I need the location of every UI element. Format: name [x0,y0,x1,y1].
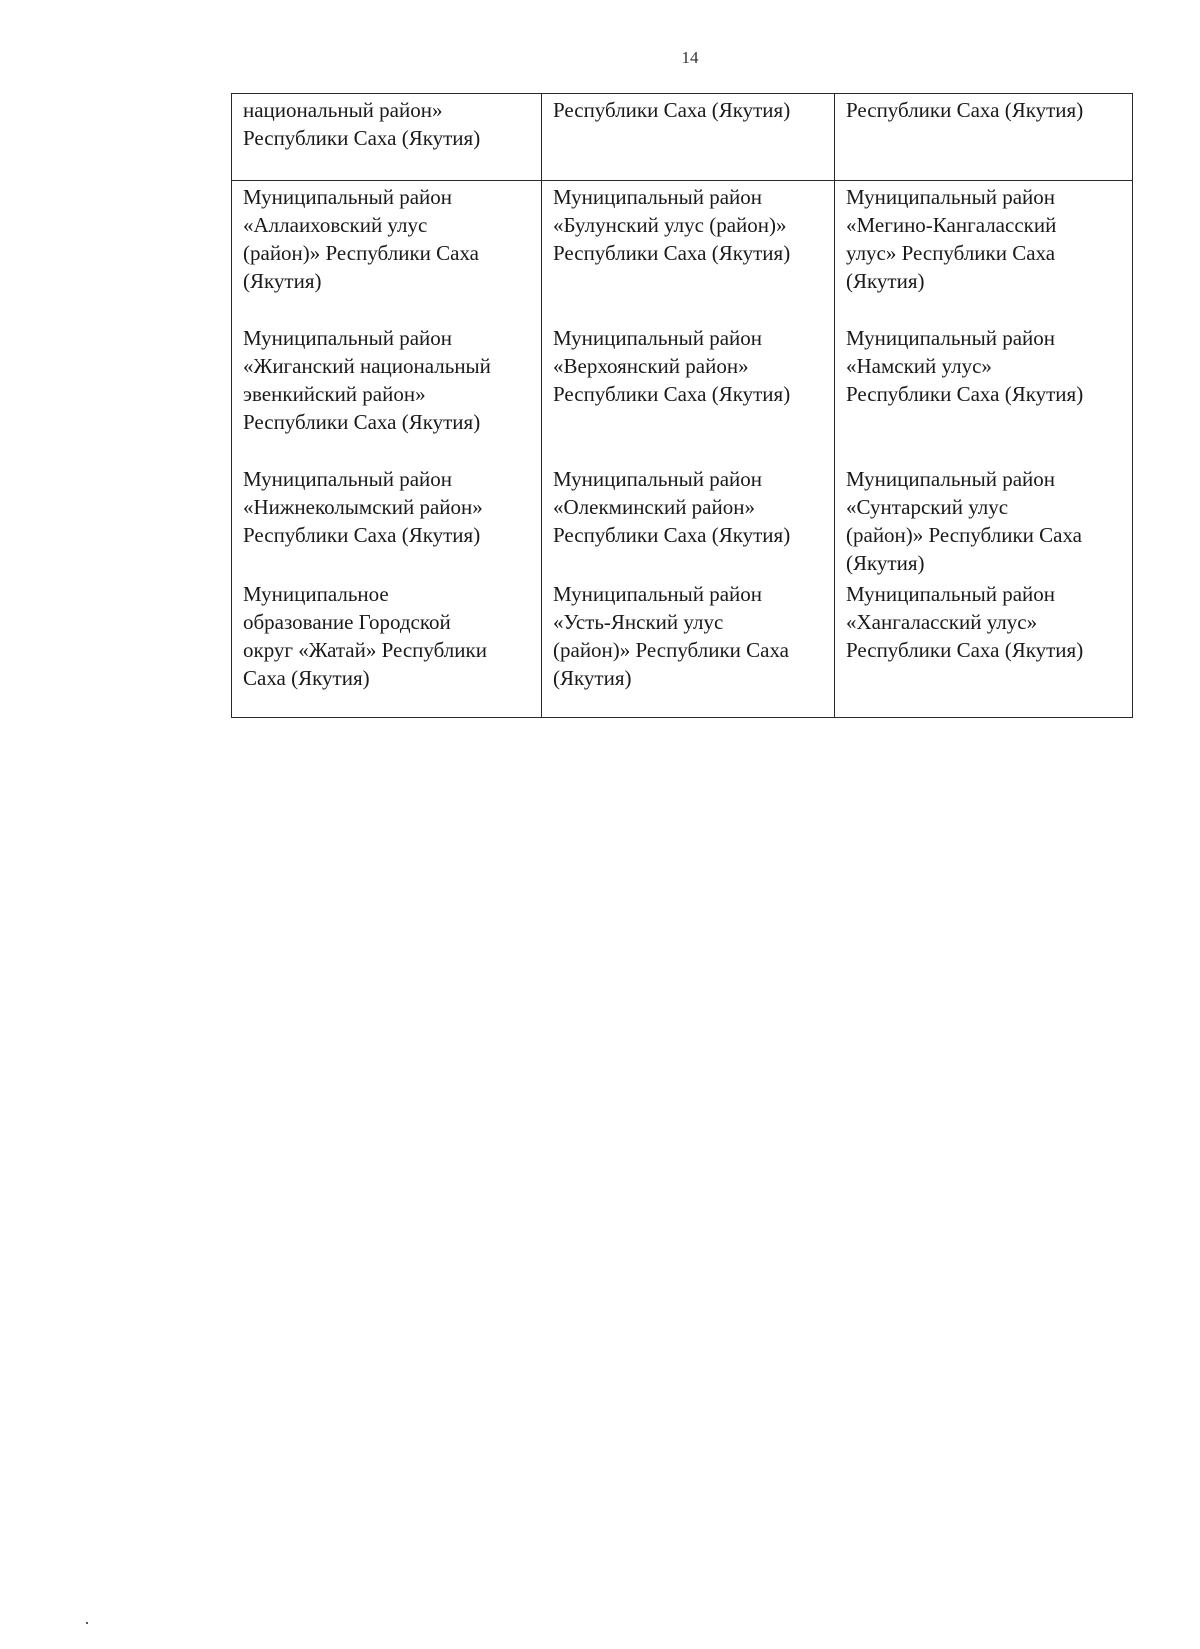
cell-text: Муниципальное образование Городской округ «Жатай» Республики Саха (Якутия) [243,582,487,690]
municipalities-table [231,93,1133,718]
table-cell [542,465,835,580]
table-row [232,324,1133,465]
table-cell [232,465,542,580]
cell-text: национальный район» Республики Саха (Якутия) [243,98,481,150]
table-cell [542,580,835,718]
table-cell [542,94,835,181]
table-cell [232,580,542,718]
cell-text: Муниципальный район «Булунский улус (район)» Республики Саха (Якутия) [553,185,791,265]
table-row [232,181,1133,325]
cell-text: Республики Саха (Якутия) [553,98,791,122]
cell-text: Муниципальный район «Олекминский район» Республики Саха (Якутия) [553,467,791,547]
table-cell [835,324,1133,465]
table-row [232,465,1133,580]
table-row [232,94,1133,181]
cell-text: Муниципальный район «Жиганский национальный эвенкийский район» Республики Саха (Якутия) [243,326,491,434]
table-cell [835,94,1133,181]
scan-speck [86,1622,88,1624]
table-cell [835,465,1133,580]
cell-text: Муниципальный район «Мегино-Кангаласский улус» Республики Саха (Якутия) [846,185,1057,293]
cell-text: Муниципальный район «Намский улус» Республики Саха (Якутия) [846,326,1084,406]
page-number: 14 [681,48,699,67]
table-cell [542,324,835,465]
cell-text: Муниципальный район «Верхоянский район» Республики Саха (Якутия) [553,326,791,406]
cell-text: Республики Саха (Якутия) [846,98,1084,122]
cell-text: Муниципальный район «Сунтарский улус (район)» Республики Саха (Якутия) [846,467,1083,575]
table-cell [232,324,542,465]
cell-text: Муниципальный район «Аллаиховский улус (район)» Республики Саха (Якутия) [243,185,480,293]
cell-text: Муниципальный район «Усть-Янский улус (район)» Республики Саха (Якутия) [553,582,790,690]
table-cell [232,94,542,181]
table-cell [542,181,835,325]
table-row [232,580,1133,718]
table-cell [835,580,1133,718]
table-cell [835,181,1133,325]
cell-text: Муниципальный район «Нижнеколымский район» Республики Саха (Якутия) [243,467,483,547]
cell-text: Муниципальный район «Хангаласский улус» Республики Саха (Якутия) [846,582,1084,662]
table-cell [232,181,542,325]
